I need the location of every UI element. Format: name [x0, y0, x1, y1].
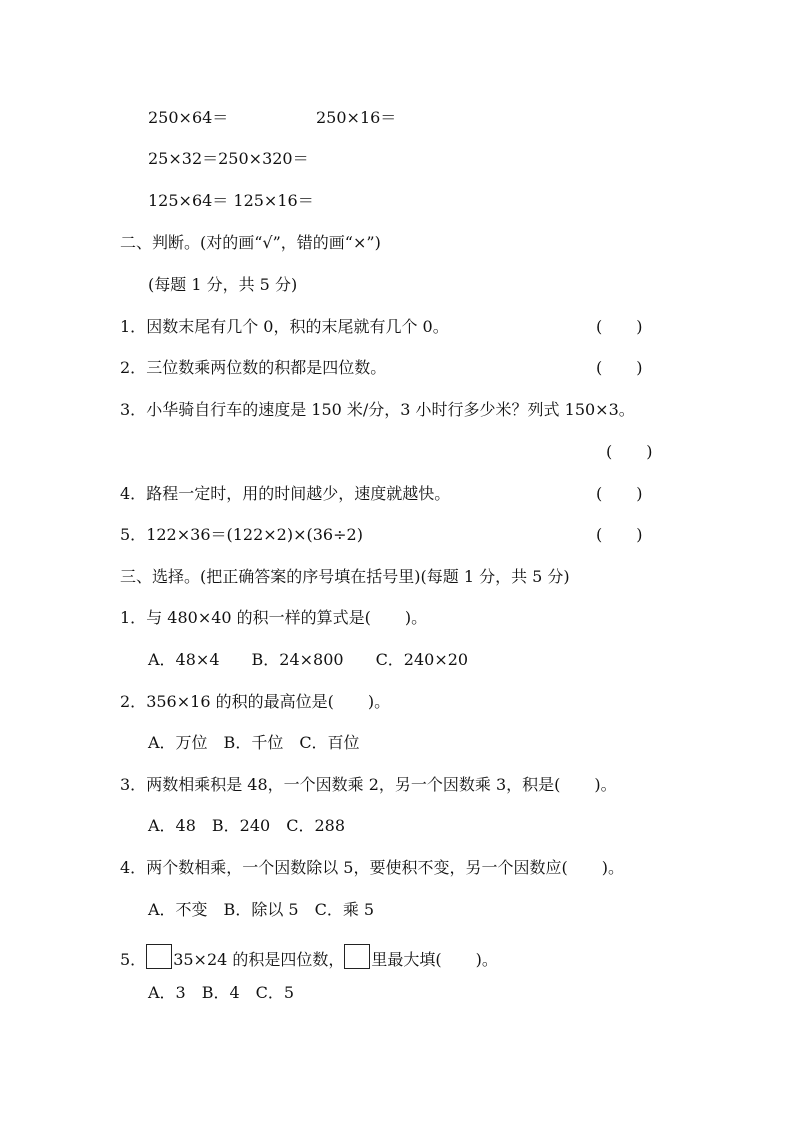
item-text: 三位数乘两位数的积都是四位数。: [146, 358, 387, 377]
question-number: 5．: [120, 950, 147, 969]
judge-item-1: [120, 317, 449, 337]
judge-answer-2[interactable]: ( ): [596, 358, 643, 377]
choose-q3-options: A．48 B．240 C．288: [148, 816, 345, 835]
choose-q2: 2．356×16 的积的最高位是( )。: [120, 692, 391, 711]
judge-item-2: [120, 358, 386, 378]
calc-row-1b: 250×16＝: [316, 108, 397, 127]
digit-box[interactable]: [146, 944, 172, 969]
item-text: 路程一定时，用的时间越少，速度就越快。: [146, 484, 451, 503]
choose-q1-options: A．48×4 B．24×800 C．240×20: [148, 650, 469, 669]
question-text: 两个数相乘，一个因数除以 5，要使积不变，另一个因数应(: [146, 858, 568, 877]
choose-q3: 3．两数相乘积是 48，一个因数乘 2，另一个因数乘 3，积是( )。: [120, 775, 617, 794]
choose-q4-options: A．不变 B．除以 5 C．乘 5: [148, 900, 375, 919]
choose-q4: 4．两个数相乘，一个因数除以 5，要使积不变，另一个因数应( )。: [120, 858, 624, 877]
choose-q2-options: A．万位 B．千位 C．百位: [148, 733, 360, 752]
item-number: 3．: [120, 400, 147, 419]
item-number: 1．: [120, 317, 147, 336]
item-text: 因数末尾有几个 0，积的末尾就有几个 0。: [146, 317, 449, 336]
judge-answer-4[interactable]: ( ): [596, 484, 643, 503]
question-number: 4．: [120, 858, 147, 877]
choose-heading: 三、选择。(把正确答案的序号填在括号里)(每题 1 分，共 5 分): [120, 567, 570, 586]
item-text: 小华骑自行车的速度是 150 米/分，3 小时行多少米？列式 150×3。: [146, 400, 635, 419]
calc-row-2: 25×32＝250×320＝: [148, 149, 309, 168]
digit-box[interactable]: [344, 944, 370, 969]
item-number: 2．: [120, 358, 147, 377]
item-number: 4．: [120, 484, 147, 503]
choose-q5: 5． 35×24 的积是四位数， 里最大填( )。: [120, 944, 498, 970]
question-text: 与 480×40 的积一样的算式是(: [146, 608, 371, 627]
question-number: 3．: [120, 775, 147, 794]
question-text: 356×16 的积的最高位是(: [146, 692, 334, 711]
judge-item-4: [120, 484, 450, 504]
judge-score: (每题 1 分，共 5 分): [148, 275, 298, 294]
calc-row-1a: 250×64＝: [148, 108, 229, 127]
choose-q1: 1．与 480×40 的积一样的算式是( )。: [120, 608, 428, 627]
judge-answer-1[interactable]: ( ): [596, 317, 643, 336]
judge-answer-5[interactable]: ( ): [596, 525, 643, 544]
item-text: 122×36＝(122×2)×(36÷2): [146, 525, 363, 544]
judge-item-5: [120, 525, 363, 545]
question-number: 2．: [120, 692, 147, 711]
judge-item-3: [120, 400, 635, 420]
question-number: 1．: [120, 608, 147, 627]
question-text: 35×24 的积是四位数，: [173, 950, 345, 969]
judge-heading: 二、判断。(对的画“√”，错的画“×”): [120, 233, 381, 252]
item-number: 5．: [120, 525, 147, 544]
question-text: 两数相乘积是 48，一个因数乘 2，另一个因数乘 3，积是(: [146, 775, 561, 794]
calc-row-3: 125×64＝ 125×16＝: [148, 191, 314, 210]
judge-answer-3[interactable]: ( ): [606, 442, 653, 461]
choose-q5-options: A．3 B．4 C．5: [148, 983, 295, 1002]
